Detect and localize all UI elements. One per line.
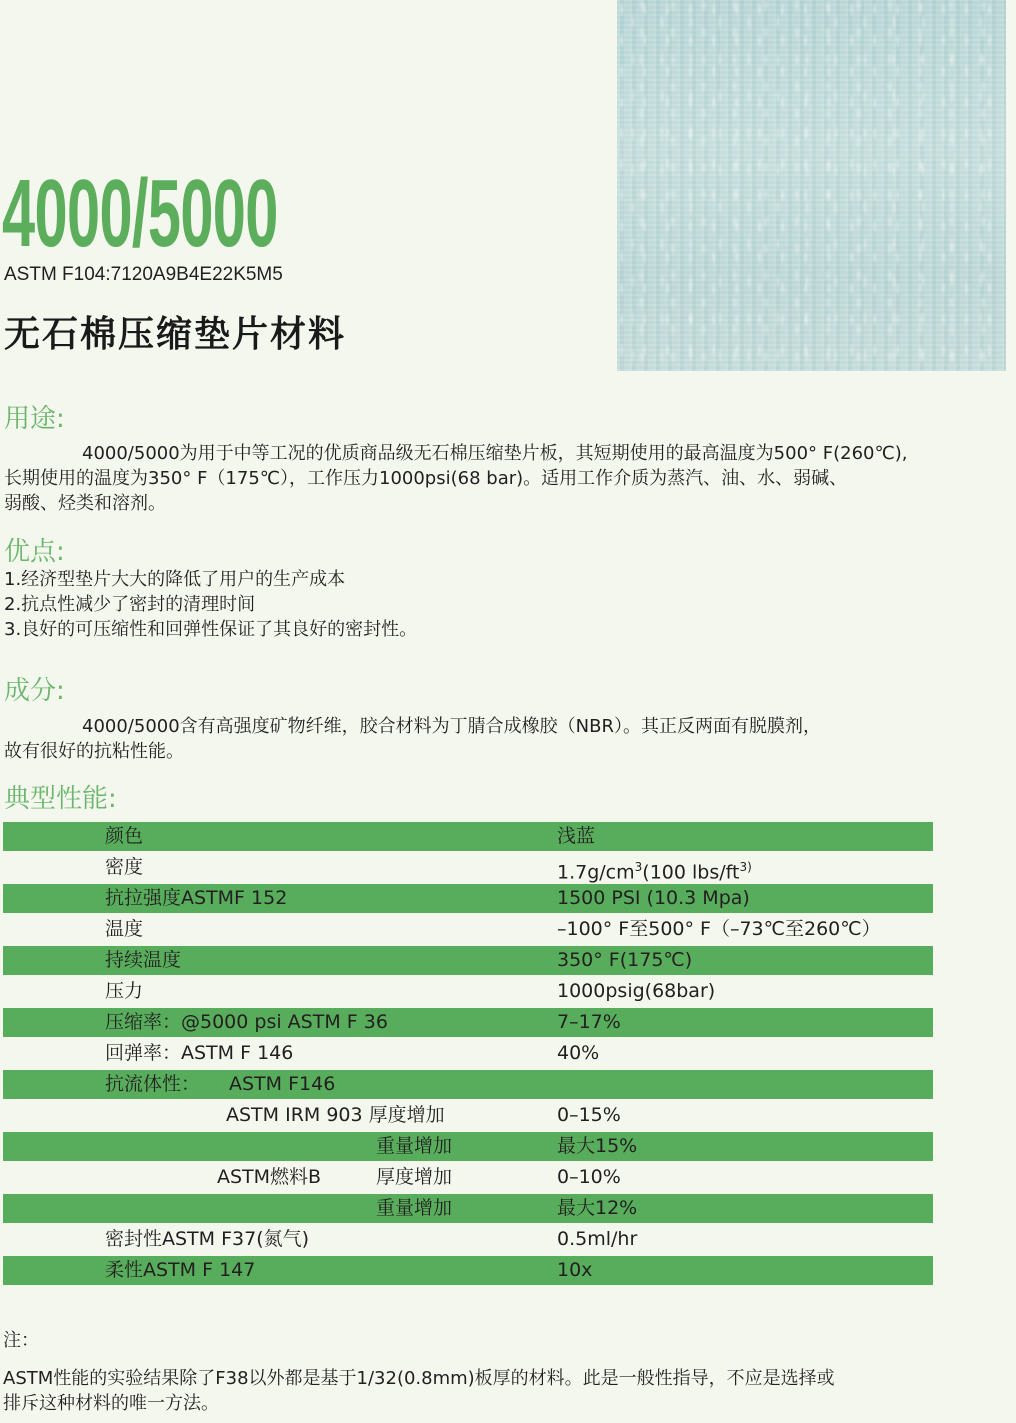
property-name: ASTM IRM 903 厚度增加 — [226, 1104, 445, 1126]
property-name: 颜色 — [105, 825, 144, 847]
note-line-1: ASTM性能的实验结果除了F38以外都是基于1/32(0.8mm)板厚的材料。此是一般性指导，不应是选择或 — [3, 1368, 835, 1389]
property-value: 0–15% — [557, 1104, 621, 1126]
property-name: 压力 — [105, 980, 144, 1002]
composition-line-2: 故有很好的抗粘性能。 — [4, 741, 184, 762]
property-name: 抗流体性： — [105, 1073, 201, 1095]
property-name: 温度 — [105, 918, 144, 940]
advantage-item: 3.良好的可压缩性和回弹性保证了其良好的密封性。 — [4, 619, 418, 640]
property-value: 1500 PSI (10.3 Mpa) — [557, 887, 750, 909]
note-text — [3, 1366, 993, 1416]
property-name: 压缩率：@5000 psi ASTM F 36 — [105, 1011, 388, 1033]
property-value: 最大12% — [557, 1197, 638, 1219]
astm-code: ASTM F104:7120A9B4E22K5M5 — [4, 264, 283, 285]
composition-paragraph — [4, 714, 1014, 764]
property-value: 10x — [557, 1259, 593, 1281]
property-value: 1000psig(68bar) — [557, 980, 716, 1002]
property-value: 40% — [557, 1042, 600, 1064]
property-row — [3, 822, 933, 851]
product-photo-texture — [617, 0, 1006, 371]
property-row — [3, 1008, 933, 1037]
property-value: 7–17% — [557, 1011, 621, 1033]
property-value: –100° F至500° F（–73℃至260℃） — [557, 918, 881, 940]
property-name: 回弹率：ASTM F 146 — [105, 1042, 294, 1064]
property-value: 最大15% — [557, 1135, 638, 1157]
property-name: 持续温度 — [105, 949, 182, 971]
advantage-item: 1.经济型垫片大大的降低了用户的生产成本 — [4, 569, 346, 590]
property-row — [3, 977, 933, 1006]
property-row — [3, 1225, 933, 1254]
property-row — [3, 915, 933, 944]
property-row — [3, 1070, 933, 1099]
advantages-title: 优点: — [4, 537, 65, 567]
property-row — [3, 1132, 933, 1161]
property-name: 柔性ASTM F 147 — [105, 1259, 256, 1281]
note-line-2: 排斥这种材料的唯一方法。 — [3, 1393, 219, 1414]
property-row — [3, 1194, 933, 1223]
property-subname: ASTM F146 — [229, 1073, 336, 1095]
composition-line-1: 4000/5000含有高强度矿物纤维，胶合材料为丁腈合成橡胶（NBR）。其正反两面有脱膜剂， — [82, 716, 821, 737]
property-value: $1.7g/cm^3(100$ lbs/$ft^{3)}$ — [557, 860, 752, 884]
product-code: 4000/5000 — [2, 160, 278, 267]
property-row — [3, 1256, 933, 1285]
property-row — [3, 1039, 933, 1068]
usage-line-1: 4000/5000为用于中等工况的优质商品级无石棉压缩垫片板，其短期使用的最高温度为500° F(260℃), — [82, 443, 908, 464]
property-name: 密封性ASTM F37(氮气) — [105, 1228, 310, 1250]
property-name: 抗拉强度ASTMF 152 — [105, 887, 288, 909]
property-name: ASTM燃料B — [217, 1166, 322, 1188]
advantage-item: 2.抗点性减少了密封的清理时间 — [4, 594, 256, 615]
note-label: 注： — [3, 1330, 39, 1351]
property-row — [3, 884, 933, 913]
property-value: 0.5ml/hr — [557, 1228, 638, 1250]
property-row — [3, 1101, 933, 1130]
property-subname: 厚度增加 — [376, 1166, 453, 1188]
usage-title: 用途: — [4, 404, 65, 434]
property-value: 0–10% — [557, 1166, 621, 1188]
properties-title: 典型性能: — [4, 784, 117, 814]
usage-line-3: 弱酸、烃类和溶剂。 — [4, 493, 166, 514]
usage-line-2: 长期使用的温度为350° F（175℃），工作压力1000psi(68 bar)。适用工作介质为蒸汽、油、水、弱碱、 — [4, 468, 848, 489]
property-name: 密度 — [105, 856, 144, 878]
composition-title: 成分: — [4, 676, 65, 706]
property-value: 350° F(175℃) — [557, 949, 693, 971]
product-name: 无石棉压缩垫片材料 — [4, 314, 347, 355]
property-row — [3, 1163, 933, 1192]
property-name: 重量增加 — [376, 1197, 453, 1219]
property-row — [3, 853, 933, 882]
property-value: 浅蓝 — [557, 825, 596, 847]
property-row — [3, 946, 933, 975]
property-name: 重量增加 — [376, 1135, 453, 1157]
usage-paragraph — [4, 441, 1014, 516]
